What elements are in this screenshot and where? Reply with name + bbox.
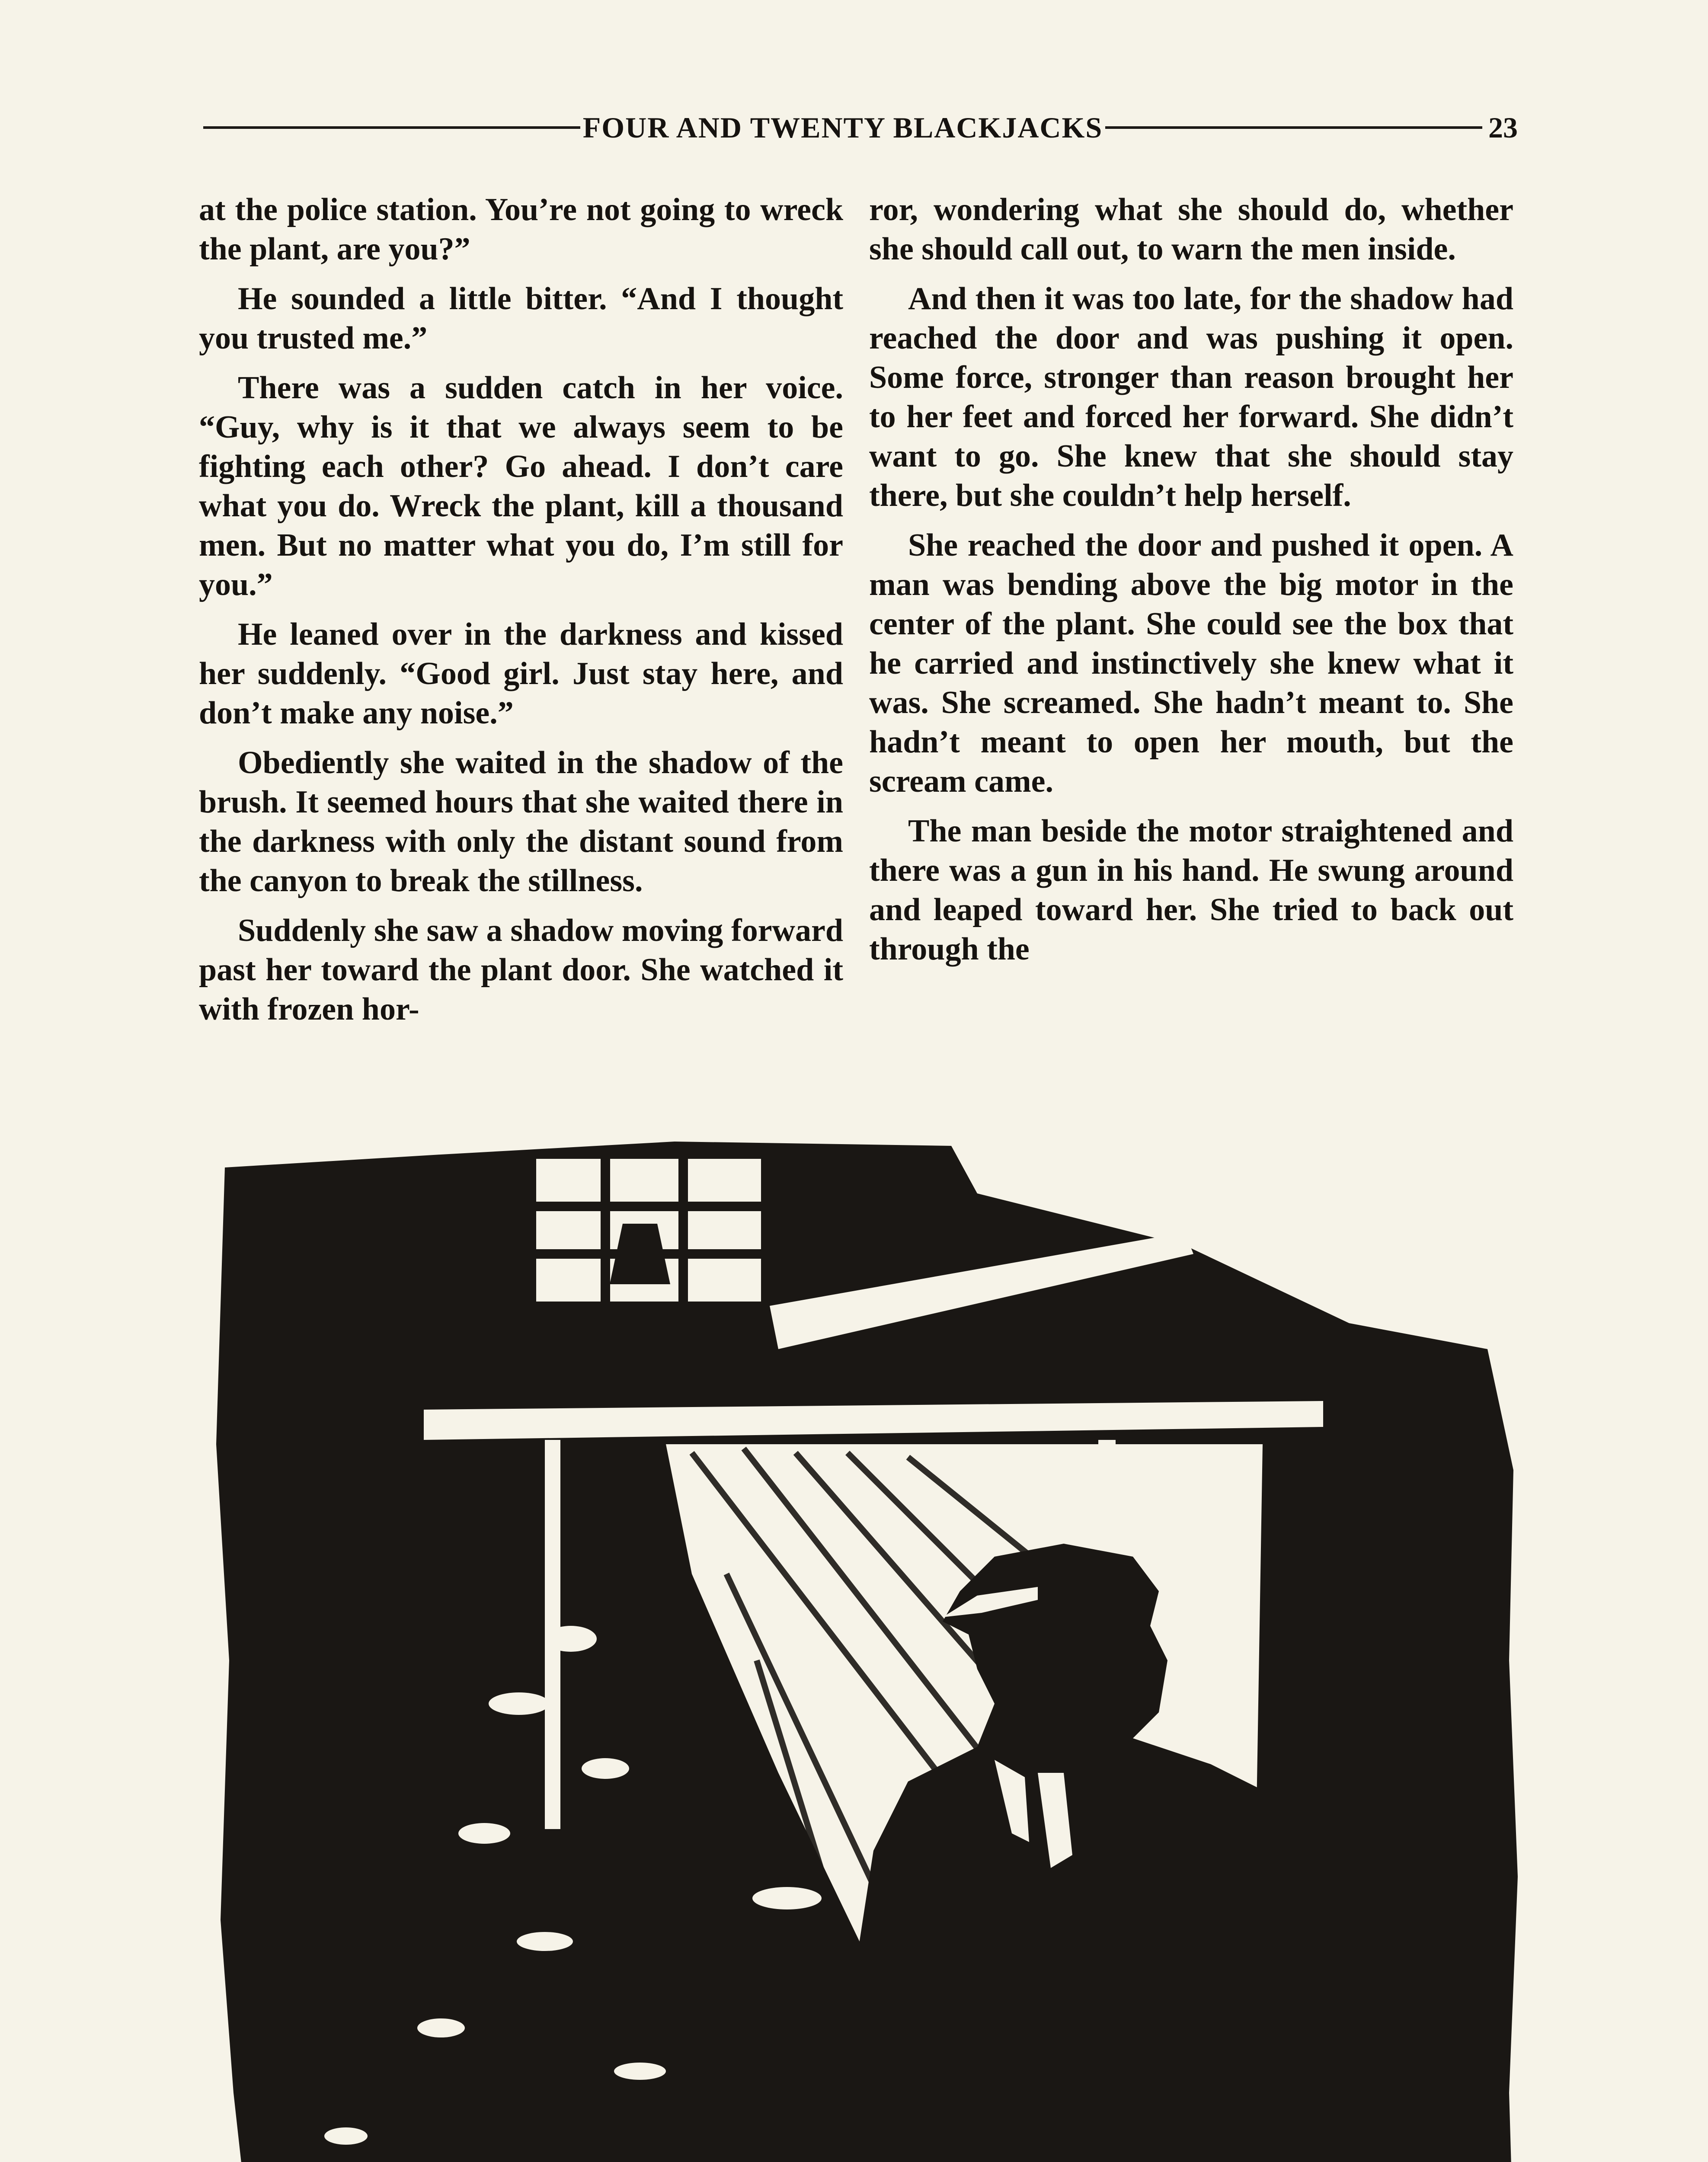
paragraph: Obediently she waited in the shadow of the brush. It seemed hours that she waited there in the darkness with only the distant sound from the canyon to break the stillness. <box>199 745 843 899</box>
header-rule-left <box>203 126 580 129</box>
running-title: FOUR AND TWENTY BLACKJACKS <box>582 111 1103 144</box>
paragraph: ror, wondering what she should do, whether she should call out, to warn the men inside. <box>869 192 1513 267</box>
paragraph: at the police station. You’re not going to wreck the plant, are you?” <box>199 192 843 267</box>
body-text <box>199 190 1513 1090</box>
header-rule-right <box>1105 126 1482 129</box>
running-header <box>203 108 1518 147</box>
paragraph: Suddenly she saw a shadow moving forward past her toward the plant door. She watched it with frozen hor- <box>199 913 843 1027</box>
night-scene-illustration <box>216 1142 1522 2162</box>
paragraph: She reached the door and pushed it open. A man was bending above the big motor in the center of the plant. She could see the box that he carried and instinctively she knew what it was. She screamed. She hadn’t meant to. She hadn’t meant to open her mouth, but the scream came. <box>869 528 1513 799</box>
paragraph: And then it was too late, for the shadow had reached the door and was pushing it open. Some force, stronger than reason brought her to her feet and forced her forward. She didn’t want to go. She knew that she should stay there, but she couldn’t help herself. <box>869 281 1513 513</box>
paragraph: He sounded a little bitter. “And I thought you trusted me.” <box>199 281 843 356</box>
paragraph: There was a sudden catch in her voice. “Guy, why is it that we always seem to be fighting each other? Go ahead. I don’t care what you do. Wreck the plant, kill a thousand men. But no matter what you do, I’m still for you.” <box>199 370 843 602</box>
paragraph: The man beside the motor straightened and there was a gun in his hand. He swung around and leaped toward her. She tried to back out through the <box>869 813 1513 967</box>
paragraph: He leaned over in the darkness and kissed her suddenly. “Good girl. Just stay here, and don’t make any noise.” <box>199 617 843 731</box>
right-column <box>869 190 1513 1090</box>
left-column <box>199 190 843 1090</box>
page-number: 23 <box>1488 111 1518 144</box>
